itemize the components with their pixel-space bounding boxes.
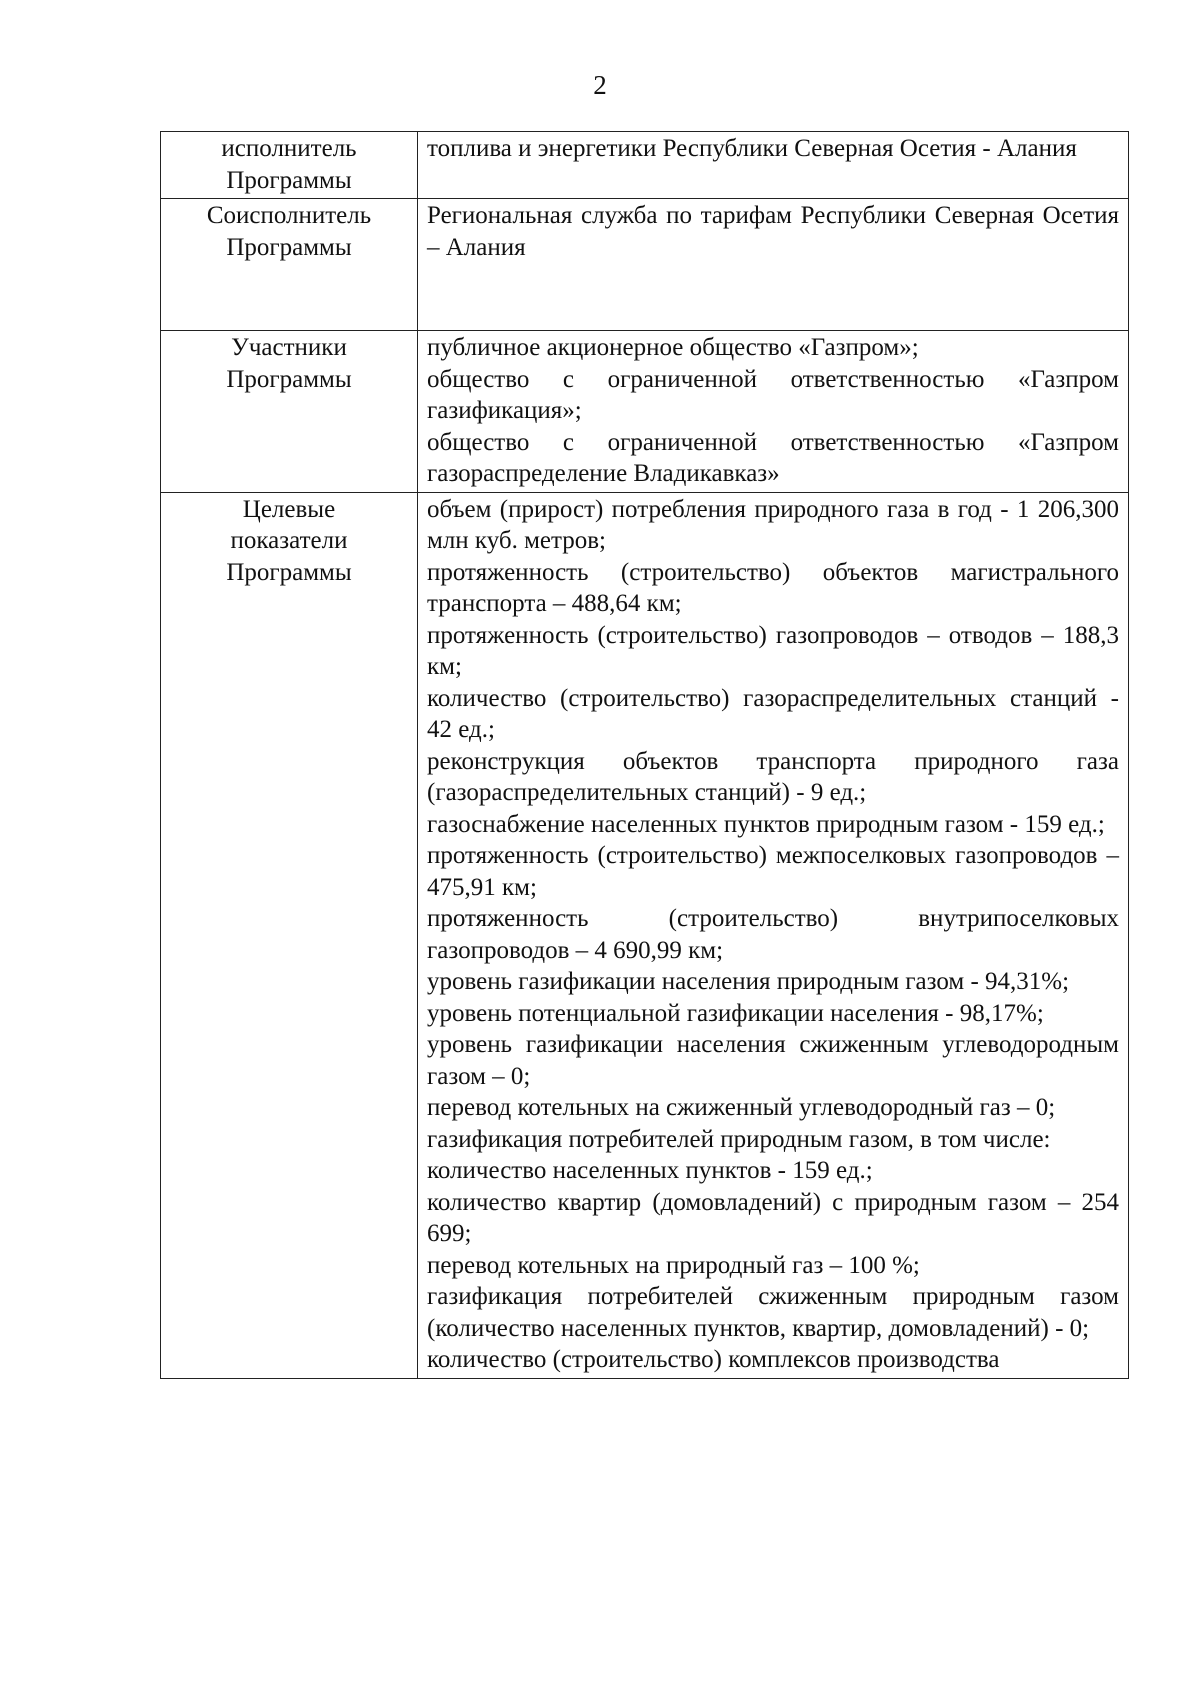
value-paragraph: протяженность (строительство) газопроводов – отводов – 188,3 км; [427,621,1119,680]
label-line: Целевые [242,495,336,523]
value-paragraph: общество с ограниченной ответственностью «Газпром газификация»; [427,365,1119,424]
value-paragraph: уровень газификации населения природным газом - 94,31%; [427,968,1070,995]
value-paragraph: перевод котельных на природный газ – 100 %; [427,1251,920,1279]
label-line: Программы [226,166,352,194]
value-paragraph: количество населенных пунктов - 159 ед.; [427,1157,873,1184]
label-co-executor [161,199,418,331]
value-participants [418,331,1129,493]
value-paragraph: газоснабжение населенных пунктов природным газом - 159 ед.; [427,810,1105,838]
value-paragraph: топлива и энергетики Республики Северная Осетия - Алания [427,135,1077,162]
label-line: Соисполнитель [206,202,372,229]
value-paragraph: количество (строительство) газораспределительных станций - 42 ед.; [427,684,1119,743]
label-target-indicators [161,492,418,1378]
label-line: Программы [226,233,352,261]
label-executor [161,132,418,199]
program-passport-table [160,131,1129,1379]
value-paragraph: количество (строительство) комплексов производства [427,1346,1000,1373]
label-participants [161,331,418,493]
label-line: Программы [226,558,352,586]
table-row [161,199,1129,331]
value-paragraph: объем (прирост) потребления природного газа в год - 1 206,300 млн куб. метров; [427,495,1119,554]
label-line: исполнитель [221,135,357,162]
value-paragraph: Региональная служба по тарифам Республики Северная Осетия – Алания [427,202,1119,261]
page-number: 2 [593,70,607,100]
label-line: Участники [231,334,347,361]
value-executor [418,132,1129,199]
value-paragraph: газификация потребителей сжиженным природным газом (количество населенных пунктов, квартир, домовладений) - 0; [427,1283,1119,1342]
value-paragraph: общество с ограниченной ответственностью «Газпром газораспределение Владикавказ» [427,428,1119,487]
value-paragraph: количество квартир (домовладений) с природным газом – 254 699; [427,1188,1119,1247]
label-line: Программы [226,365,352,393]
value-paragraph: газификация потребителей природным газом, в том числе: [427,1125,1051,1153]
value-paragraph: перевод котельных на сжиженный углеводородный газ – 0; [427,1094,1056,1121]
table-row [161,132,1129,199]
value-paragraph: публичное акционерное общество «Газпром»; [427,334,919,361]
label-line: показатели [230,527,348,554]
value-paragraph: протяженность (строительство) внутрипоселковых газопроводов – 4 690,99 км; [427,905,1119,964]
value-co-executor [418,199,1129,331]
value-paragraph: протяженность (строительство) объектов магистрального транспорта – 488,64 км; [427,558,1119,617]
value-paragraph: протяженность (строительство) межпоселковых газопроводов – 475,91 км; [427,842,1119,901]
value-paragraph: реконструкция объектов транспорта природного газа (газораспределительных станций) - 9 ед.; [427,747,1119,806]
value-target-indicators [418,492,1129,1378]
value-paragraph: уровень потенциальной газификации населения - 98,17%; [427,999,1044,1027]
table-row [161,492,1129,1378]
value-paragraph: уровень газификации населения сжиженным углеводородным газом – 0; [427,1031,1119,1090]
table-row [161,331,1129,493]
